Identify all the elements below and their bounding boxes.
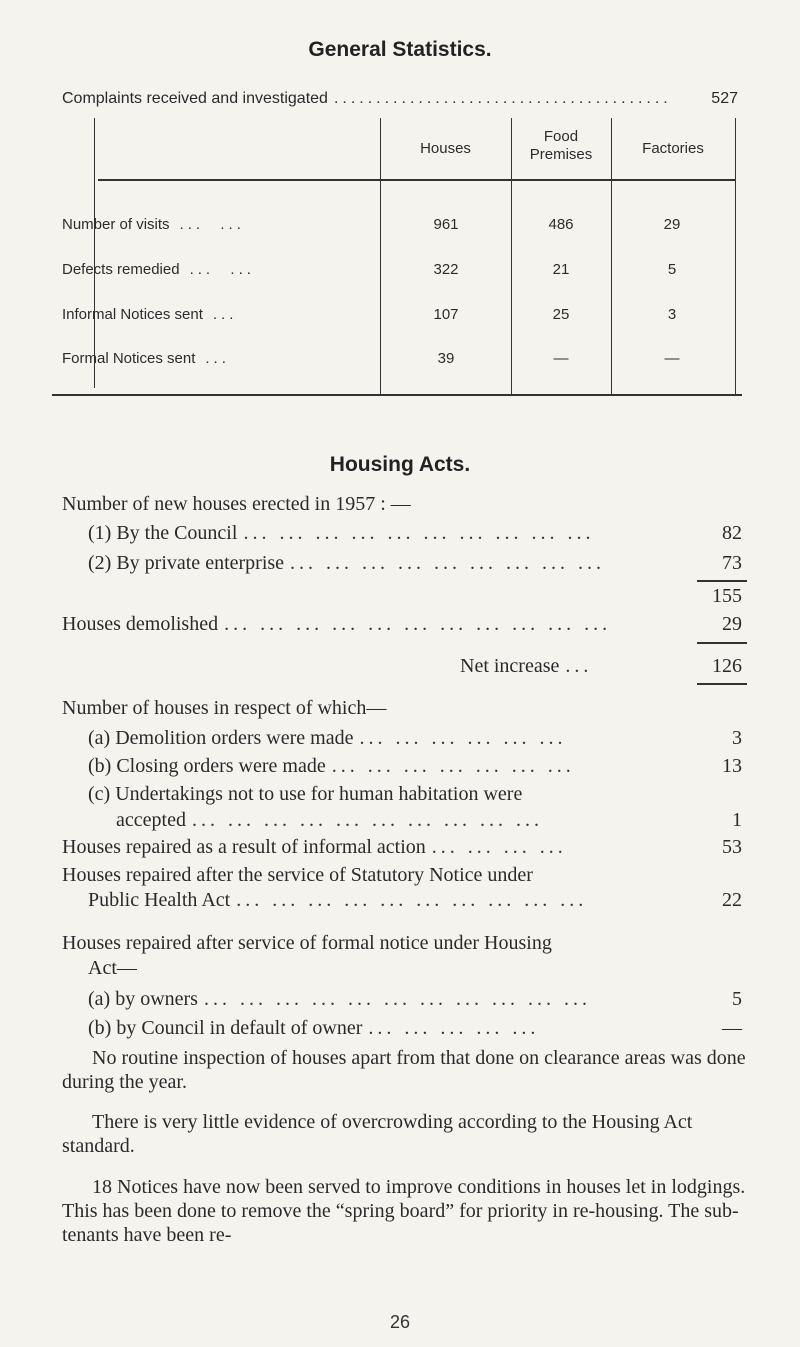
statutory-value: 22 <box>722 889 742 911</box>
closing-value: 13 <box>722 755 742 777</box>
informal-line: Houses repaired as a result of informal action ... ... ... ... 53 <box>62 836 742 858</box>
cell-houses-formal: 39 <box>437 350 455 367</box>
private-line: (2) By private enterprise ... ... ... ... ... ... ... ... ... 73 <box>88 552 742 574</box>
cell-factories-visits: 29 <box>663 216 681 233</box>
demolished-label: Houses demolished <box>62 613 219 635</box>
council-default-line: (b) by Council in default of owner ... ... ... ... ... — <box>88 1017 742 1039</box>
paragraph-notices: 18 Notices have now been served to improve conditions in houses let in lodgings. This has been done to remove the “spring board” for priority in re-housing. The sub-tenants have been re- <box>62 1176 746 1246</box>
header-food-line2: Premises <box>529 146 593 163</box>
cell-factories-informal: 3 <box>667 306 677 323</box>
council-default-value: — <box>722 1017 742 1039</box>
owners-line: (a) by owners ... ... ... ... ... ... ... ... ... ... ... 5 <box>88 988 742 1010</box>
header-food-premises <box>511 128 611 164</box>
page-title: General Statistics. <box>308 38 492 61</box>
statistics-table <box>52 118 742 398</box>
erected-heading: Number of new houses erected in 1957 : — <box>62 493 411 515</box>
cell-food-formal: — <box>553 350 569 367</box>
statutory-line: Public Health Act ... ... ... ... ... ... ... ... ... ... 22 <box>88 889 742 911</box>
council-label: (1) By the Council <box>88 522 238 544</box>
owners-value: 5 <box>732 988 742 1010</box>
complaints-label: Complaints received and investigated <box>62 90 328 107</box>
owners-label: (a) by owners <box>88 988 198 1010</box>
cell-food-visits: 486 <box>548 216 574 233</box>
subtotal-value: 155 <box>712 585 742 607</box>
page-number: 26 <box>389 1312 411 1332</box>
private-label: (2) By private enterprise <box>88 552 285 574</box>
undertakings-label-2: accepted <box>116 809 186 831</box>
informal-label: Houses repaired as a result of informal action <box>62 836 426 858</box>
header-factories: Factories <box>642 140 704 157</box>
demolished-value: 29 <box>722 613 742 635</box>
net-underline <box>697 683 747 685</box>
closing-line: (b) Closing orders were made ... ... ... ... ... ... ... 13 <box>88 755 742 777</box>
cell-houses-visits: 961 <box>433 216 459 233</box>
header-rule <box>98 179 735 181</box>
header-houses: Houses <box>420 140 471 157</box>
formal-label-1: Houses repaired after service of formal notice under Housing <box>62 932 552 954</box>
council-value: 82 <box>722 522 742 544</box>
complaints-value: 527 <box>711 90 738 107</box>
net-rule <box>697 642 747 644</box>
demolition-line: (a) Demolition orders were made ... ... ... ... ... ... 3 <box>88 727 742 749</box>
bottom-rule <box>52 394 742 396</box>
table-divider <box>380 118 381 394</box>
table-border-right <box>735 118 736 394</box>
paragraph-overcrowding: There is very little evidence of overcrowding according to the Housing Act standard. <box>62 1111 693 1157</box>
net-line: Net increase ... 126 <box>460 655 742 677</box>
undertakings-value: 1 <box>732 809 742 831</box>
demolition-label: (a) Demolition orders were made <box>88 727 354 749</box>
net-label: Net increase <box>460 655 560 677</box>
cell-food-defects: 21 <box>552 261 570 278</box>
row-label-defects: Defects remedied ... ... <box>62 261 255 278</box>
cell-houses-defects: 322 <box>433 261 459 278</box>
complaints-line <box>62 90 738 108</box>
statutory-label-2: Public Health Act <box>88 889 231 911</box>
council-default-label: (b) by Council in default of owner <box>88 1017 363 1039</box>
section-title-housing: Housing Acts. <box>329 453 471 476</box>
net-value: 126 <box>712 655 742 677</box>
undertakings-label-1: (c) Undertakings not to use for human habitation were <box>88 783 523 805</box>
informal-value: 53 <box>722 836 742 858</box>
cell-food-informal: 25 <box>552 306 570 323</box>
header-food-line1: Food <box>543 128 579 145</box>
leader-dots: ........................................ <box>333 90 672 107</box>
subtotal-rule <box>697 580 747 582</box>
demolition-value: 3 <box>732 727 742 749</box>
closing-label: (b) Closing orders were made <box>88 755 326 777</box>
respect-heading: Number of houses in respect of which— <box>62 697 387 719</box>
paragraph-inspection: No routine inspection of houses apart from that done on clearance areas was done during the year. <box>62 1047 746 1093</box>
demolished-line: Houses demolished ... ... ... ... ... ... ... ... ... ... ... 29 <box>62 613 742 635</box>
row-label-visits: Number of visits ... ... <box>62 216 245 233</box>
table-divider <box>611 118 612 394</box>
cell-houses-informal: 107 <box>433 306 459 323</box>
private-value: 73 <box>722 552 742 574</box>
row-label-formal: Formal Notices sent ... <box>62 350 230 367</box>
statutory-label-1: Houses repaired after the service of Statutory Notice under <box>62 864 533 886</box>
row-label-informal: Informal Notices sent ... <box>62 306 238 323</box>
cell-factories-defects: 5 <box>667 261 677 278</box>
undertakings-line: accepted ... ... ... ... ... ... ... ... ... ... 1 <box>116 809 742 831</box>
table-border-left <box>94 118 95 388</box>
council-line: (1) By the Council ... ... ... ... ... ... ... ... ... ... 82 <box>88 522 742 544</box>
formal-label-2: Act— <box>88 957 137 979</box>
cell-factories-formal: — <box>664 350 680 367</box>
